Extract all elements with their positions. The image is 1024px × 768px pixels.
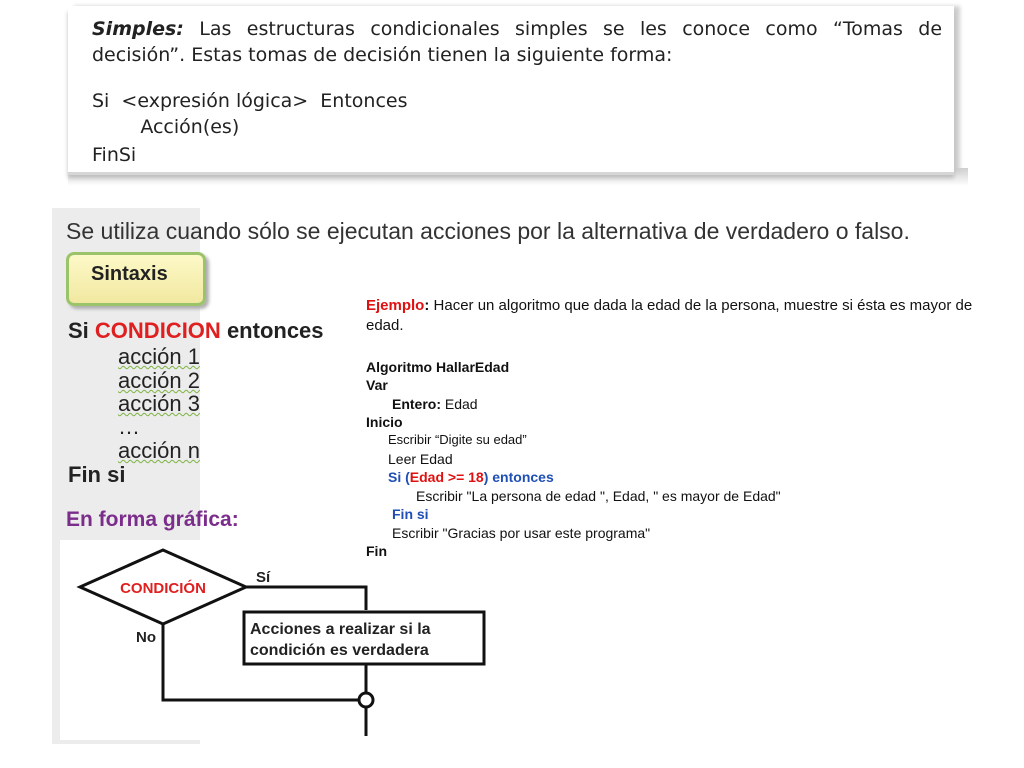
syntax-entonces: entonces [226,318,324,343]
example-intro [366,296,1000,336]
definition-code-line-1: Si <expresión lógica> Entonces [92,90,408,112]
example-colon: : [424,297,430,314]
syntax-si-line [68,318,324,344]
action-text-line-1: Acciones a realizar si la [250,621,431,638]
definition-code-line-2: Acción(es) [92,116,240,138]
definition-label: Simples: [92,18,184,40]
example-label: Ejemplo [366,297,425,314]
definition-code-line-3: FinSi [92,144,137,166]
syntax-accion-2-text: acción 2 [118,368,200,393]
algo-title [366,358,509,376]
syntax-accion-n [118,438,200,464]
flowchart [60,540,500,740]
sintaxis-label: Sintaxis [91,263,168,285]
syntax-condicion: CONDICION [94,318,221,343]
algo-finsi-text: Fin si [392,506,429,522]
algo-escribir-1: Escribir “Digite su edad” [388,432,527,447]
syntax-accion-1-text: acción 1 [118,344,200,369]
algo-entero-value: Edad [441,396,478,412]
syntax-fin-si [68,462,125,488]
syntax-accion-1 [118,344,200,370]
definition-body: Las estructuras condicionales simples se les conoce como “Tomas de decisión”. Estas tomas de decisión tienen la siguiente forma: [92,18,943,66]
example-intro-text: Hacer un algoritmo que dada la edad de la persona, muestre si ésta es mayor de edad. [366,297,973,334]
algo-entero [392,395,478,413]
yes-label: Sí [256,569,271,586]
grafica-heading: En forma gráfica: [66,508,239,531]
algo-escribir-3: Escribir "Gracias por usar este programa" [392,525,651,541]
definition-text [92,16,942,68]
sintaxis-badge [66,252,206,306]
algo-title-text: Algoritmo HallarEdad [366,359,510,375]
algo-si-kw: Si ( [388,469,410,485]
lead-sentence: Se utiliza cuando sólo se ejecutan acciones por la alternativa de verdadero o falso. [66,218,910,244]
algo-var [366,376,388,394]
syntax-fin-si-text: Fin si [68,462,126,487]
syntax-si: Si [68,318,89,343]
algo-si-end: ) entonces [483,469,554,485]
syntax-accion-3-text: acción 3 [118,391,200,416]
definition-box [68,6,954,172]
algo-inicio [366,413,403,431]
algo-fin [366,542,387,560]
algo-fin-text: Fin [366,543,387,559]
algo-escribir-2: Escribir "La persona de edad ", Edad, " es mayor de Edad" [416,488,781,504]
algo-finsi [392,505,429,523]
merge-point [359,693,373,707]
syntax-ellipsis: … [118,414,140,439]
example-block [366,296,1000,559]
algo-si [388,468,554,486]
no-label: No [136,629,156,646]
action-text-line-2: condición es verdadera [250,642,429,659]
algo-inicio-text: Inicio [366,414,403,430]
algo-si-cond: Edad >= 18 [409,469,484,485]
decision-label: CONDICIÓN [120,580,206,597]
syntax-accion-n-text: acción n [118,438,200,463]
algo-entero-label: Entero: [392,396,441,412]
algo-leer: Leer Edad [388,451,453,467]
algo-var-text: Var [366,377,388,393]
